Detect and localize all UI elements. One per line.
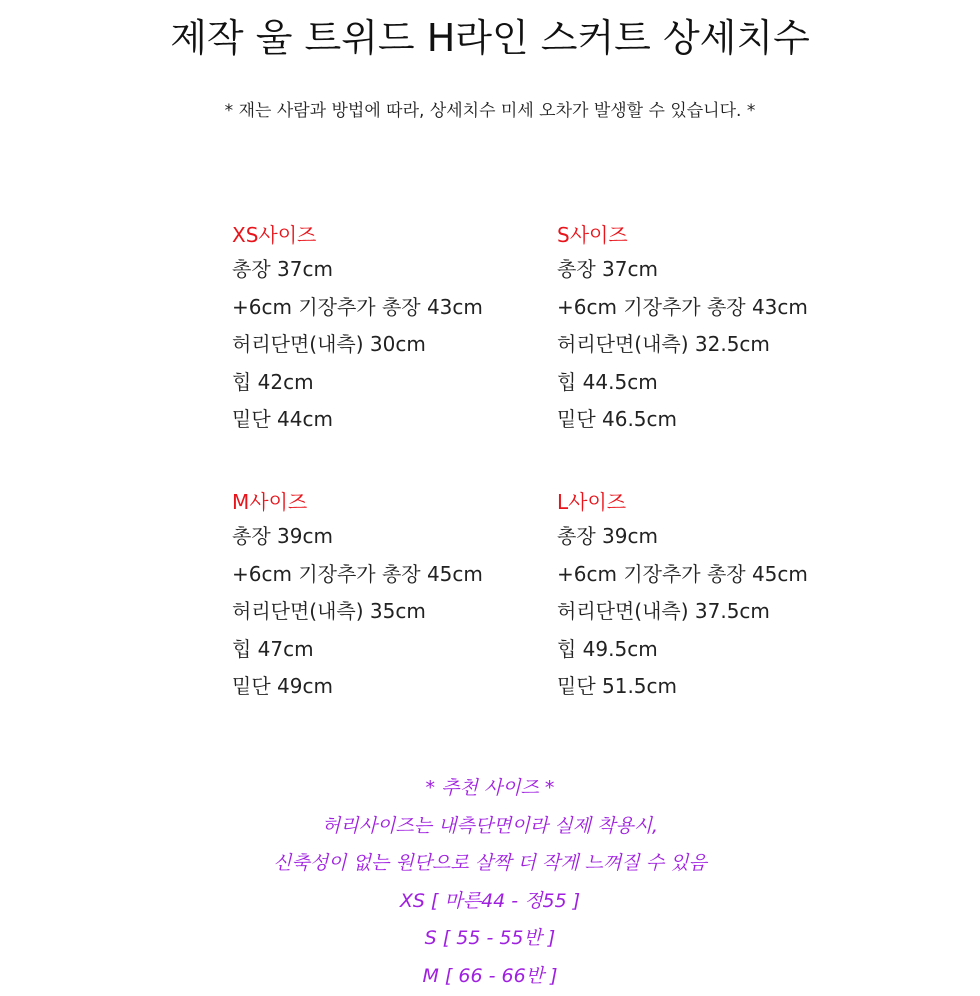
size-xs-total-length: 총장 37cm bbox=[232, 257, 333, 281]
size-xs-hem: 밑단 44cm bbox=[232, 407, 333, 432]
size-l-total-length: 총장 39cm bbox=[557, 524, 658, 548]
size-l-waist: 허리단면(내측) 37.5cm bbox=[557, 599, 770, 624]
recommend-heading: * 추천 사이즈 * bbox=[425, 777, 555, 799]
size-block-m bbox=[232, 486, 562, 706]
measurement-notice: * 재는 사람과 방법에 따라, 상세치수 미세 오차가 발생할 수 있습니다. * bbox=[224, 101, 756, 121]
size-heading-l: L사이즈 bbox=[557, 490, 627, 514]
size-l-hem: 밑단 51.5cm bbox=[557, 674, 678, 699]
size-heading-m: M사이즈 bbox=[232, 490, 308, 514]
size-s-waist: 허리단면(내측) 32.5cm bbox=[557, 332, 770, 357]
recommend-xs: XS [ 마른44 - 정55 ] bbox=[399, 889, 581, 912]
size-m-total-length: 총장 39cm bbox=[232, 524, 333, 548]
size-xs-hip: 힙 42cm bbox=[232, 369, 314, 394]
size-l-extended-length: +6cm 기장추가 총장 45cm bbox=[557, 561, 808, 586]
size-m-hem: 밑단 49cm bbox=[232, 674, 333, 699]
size-xs-extended-length: +6cm 기장추가 총장 43cm bbox=[232, 294, 483, 319]
size-l-hip: 힙 49.5cm bbox=[557, 636, 658, 661]
size-block-xs bbox=[232, 219, 562, 439]
page-title: 제작 울 트위드 H라인 스커트 상세치수 bbox=[170, 16, 810, 60]
size-block-l bbox=[557, 486, 887, 706]
recommend-s: S [ 55 - 55반 ] bbox=[424, 927, 556, 950]
recommended-size-section bbox=[0, 770, 980, 996]
size-s-hem: 밑단 46.5cm bbox=[557, 407, 678, 432]
recommend-note-1: 허리사이즈는 내측단면이라 실제 착용시, bbox=[321, 814, 659, 837]
size-heading-s: S사이즈 bbox=[557, 223, 628, 247]
size-heading-xs: XS사이즈 bbox=[232, 223, 317, 247]
size-m-hip: 힙 47cm bbox=[232, 636, 314, 661]
recommend-note-2: 신축성이 없는 원단으로 살짝 더 작게 느껴질 수 있음 bbox=[273, 852, 707, 875]
size-block-s bbox=[557, 219, 887, 439]
recommend-m: M [ 66 - 66반 ] bbox=[422, 964, 558, 987]
size-m-waist: 허리단면(내측) 35cm bbox=[232, 599, 426, 624]
size-m-extended-length: +6cm 기장추가 총장 45cm bbox=[232, 561, 483, 586]
size-s-hip: 힙 44.5cm bbox=[557, 369, 658, 394]
size-xs-waist: 허리단면(내측) 30cm bbox=[232, 332, 426, 357]
size-s-extended-length: +6cm 기장추가 총장 43cm bbox=[557, 294, 808, 319]
size-s-total-length: 총장 37cm bbox=[557, 257, 658, 281]
